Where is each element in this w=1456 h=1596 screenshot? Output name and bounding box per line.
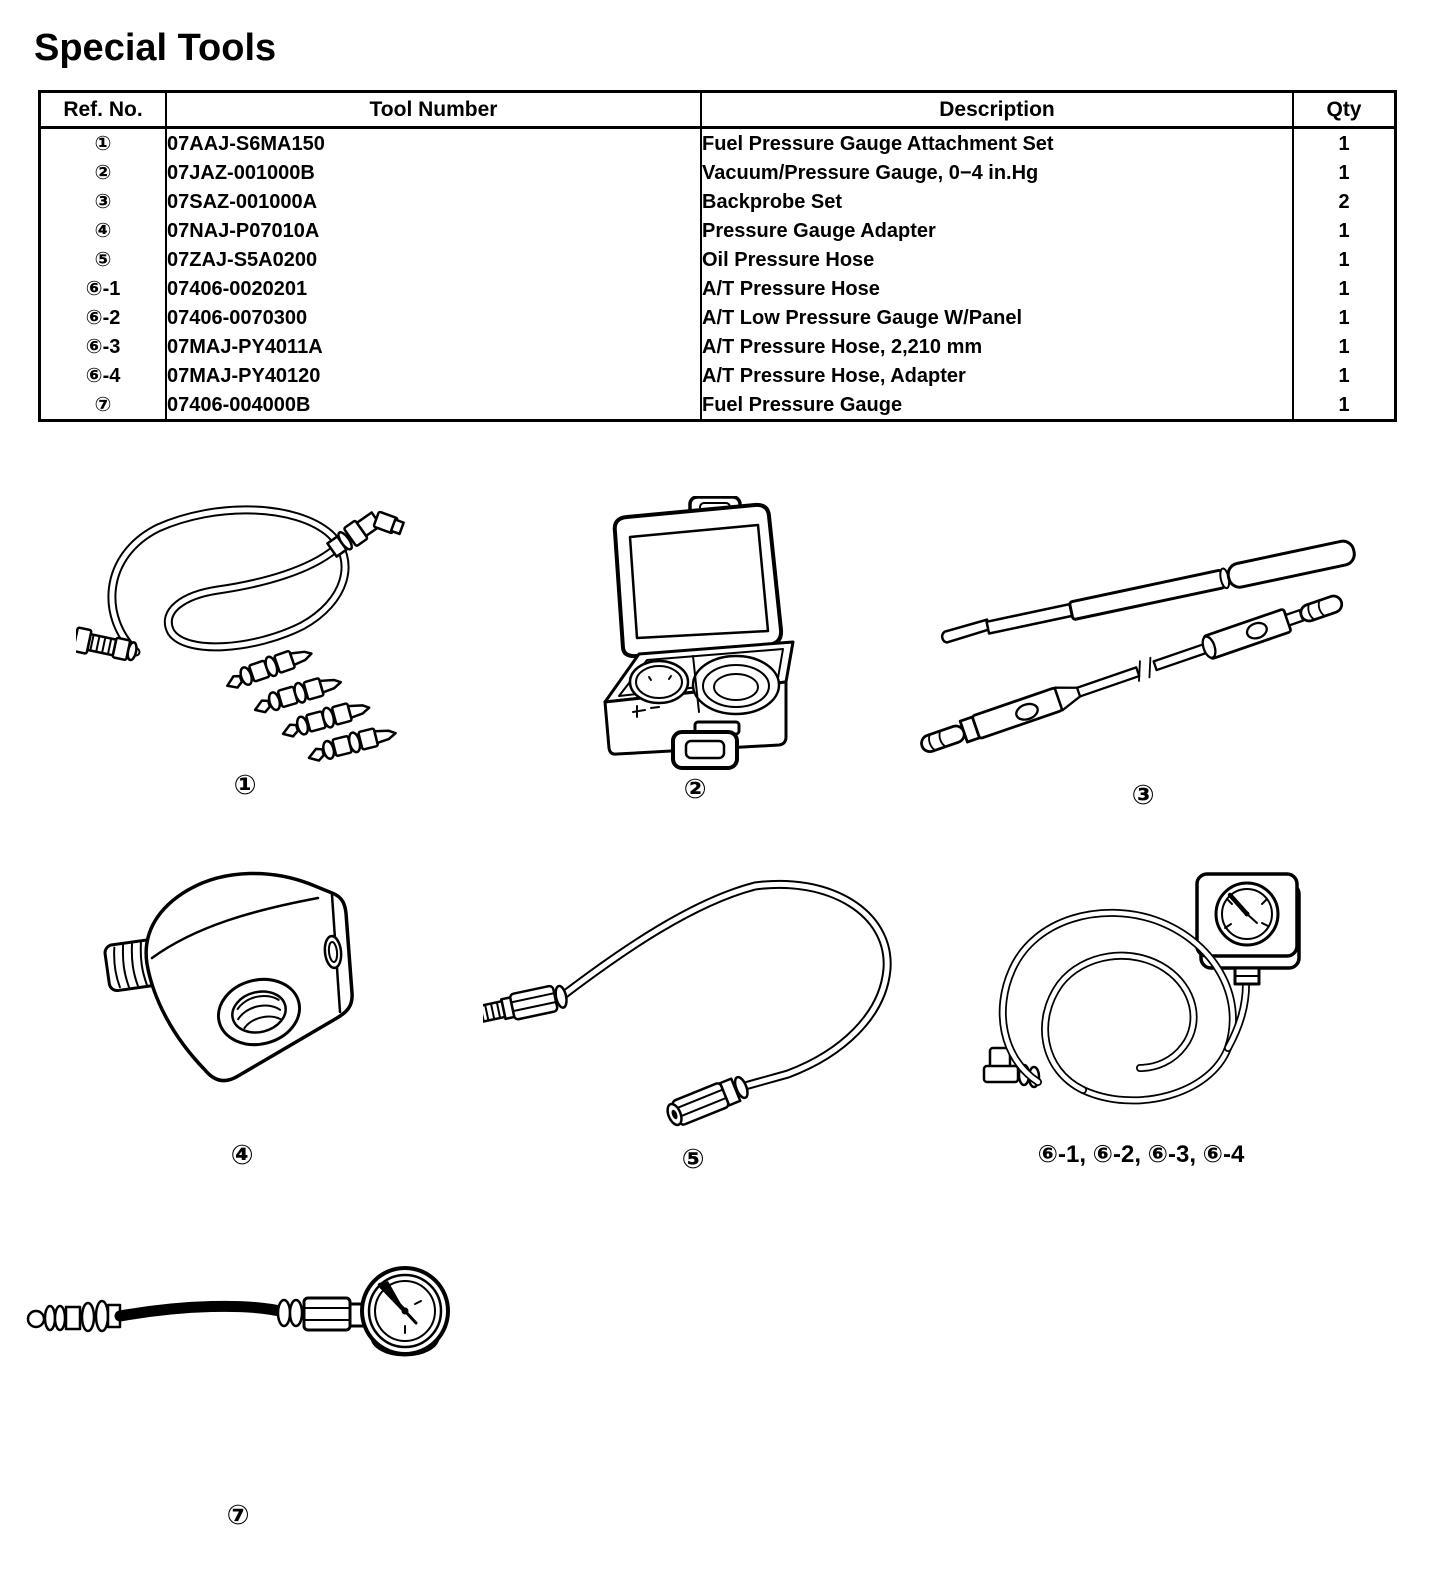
tool-number-cell: 07MAJ-PY40120: [166, 361, 701, 390]
backprobe-set-illustration: [916, 522, 1372, 772]
figure-label-6-group: ⑥-1, ⑥-2, ⑥-3, ⑥-4: [1037, 1141, 1245, 1168]
qty-cell: 1: [1338, 219, 1350, 242]
description-cell: A/T Low Pressure Gauge W/Panel: [701, 303, 1293, 332]
ref-cell: ⑥-2: [40, 303, 167, 332]
pressure-gauge-adapter-illustration: [96, 860, 396, 1135]
description-cell: A/T Pressure Hose, 2,210 mm: [701, 332, 1293, 361]
figure-label-7: ⑦: [226, 1500, 250, 1530]
vacuum-pressure-gauge-case-illustration: [593, 496, 805, 786]
qty-cell: 1: [1338, 393, 1350, 416]
tool-number-cell: 07406-0020201: [166, 274, 701, 303]
tool-number-cell: 07SAZ-001000A: [166, 187, 701, 216]
description-cell: Oil Pressure Hose: [701, 245, 1293, 274]
qty-cell: 1: [1338, 364, 1350, 387]
at-pressure-hose-gauge-illustration: [978, 868, 1318, 1139]
tool-number-cell: 07406-0070300: [166, 303, 701, 332]
qty-cell: 2: [1338, 190, 1350, 213]
column-header-qty: Qty: [1293, 92, 1396, 128]
tool-number-cell: 07JAZ-001000B: [166, 158, 701, 187]
ref-cell: ①: [40, 128, 167, 159]
figure-label-2: ②: [683, 774, 707, 804]
qty-cell: 1: [1338, 306, 1350, 329]
qty-cell: 1: [1338, 335, 1350, 358]
oil-pressure-hose-illustration: [483, 864, 908, 1141]
column-header-tool-number: Tool Number: [166, 92, 701, 128]
column-header-description: Description: [701, 92, 1293, 128]
description-cell: Backprobe Set: [701, 187, 1293, 216]
qty-cell: 1: [1338, 132, 1350, 155]
table-header-row: [40, 92, 1396, 128]
figure-label-5: ⑤: [681, 1144, 705, 1174]
description-cell: A/T Pressure Hose: [701, 274, 1293, 303]
fuel-pressure-gauge-attachment-set-illustration: [76, 490, 426, 785]
ref-cell: ③: [40, 187, 167, 216]
tool-number-cell: 07ZAJ-S5A0200: [166, 245, 701, 274]
fuel-pressure-gauge-illustration: [22, 1263, 467, 1386]
qty-cell: 1: [1338, 248, 1350, 271]
ref-cell: ④: [40, 216, 167, 245]
ref-cell: ⑦: [40, 390, 167, 421]
page-title: Special Tools: [34, 27, 277, 70]
table-row: [40, 187, 1396, 216]
figure-label-4: ④: [230, 1140, 254, 1170]
table-row: [40, 245, 1396, 274]
table-row: [40, 158, 1396, 187]
column-header-ref-no: Ref. No.: [40, 92, 167, 128]
tool-number-cell: 07406-004000B: [166, 390, 701, 421]
table-row: [40, 303, 1396, 332]
ref-cell: ⑥-3: [40, 332, 167, 361]
special-tools-table: [38, 90, 1397, 422]
ref-cell: ②: [40, 158, 167, 187]
ref-cell: ⑥-4: [40, 361, 167, 390]
figure-label-3: ③: [1131, 780, 1155, 810]
description-cell: Fuel Pressure Gauge Attachment Set: [701, 128, 1293, 159]
qty-cell: 1: [1338, 277, 1350, 300]
qty-cell: 1: [1338, 161, 1350, 184]
table-row: [40, 332, 1396, 361]
description-cell: Vacuum/Pressure Gauge, 0−4 in.Hg: [701, 158, 1293, 187]
tool-number-cell: 07AAJ-S6MA150: [166, 128, 701, 159]
table-row: [40, 274, 1396, 303]
tool-number-cell: 07NAJ-P07010A: [166, 216, 701, 245]
description-cell: Fuel Pressure Gauge: [701, 390, 1293, 421]
tool-number-cell: 07MAJ-PY4011A: [166, 332, 701, 361]
table-row: [40, 216, 1396, 245]
table-row: [40, 390, 1396, 421]
ref-cell: ⑤: [40, 245, 167, 274]
figure-label-1: ①: [233, 770, 257, 800]
description-cell: A/T Pressure Hose, Adapter: [701, 361, 1293, 390]
table-row: [40, 128, 1396, 159]
description-cell: Pressure Gauge Adapter: [701, 216, 1293, 245]
table-row: [40, 361, 1396, 390]
ref-cell: ⑥-1: [40, 274, 167, 303]
